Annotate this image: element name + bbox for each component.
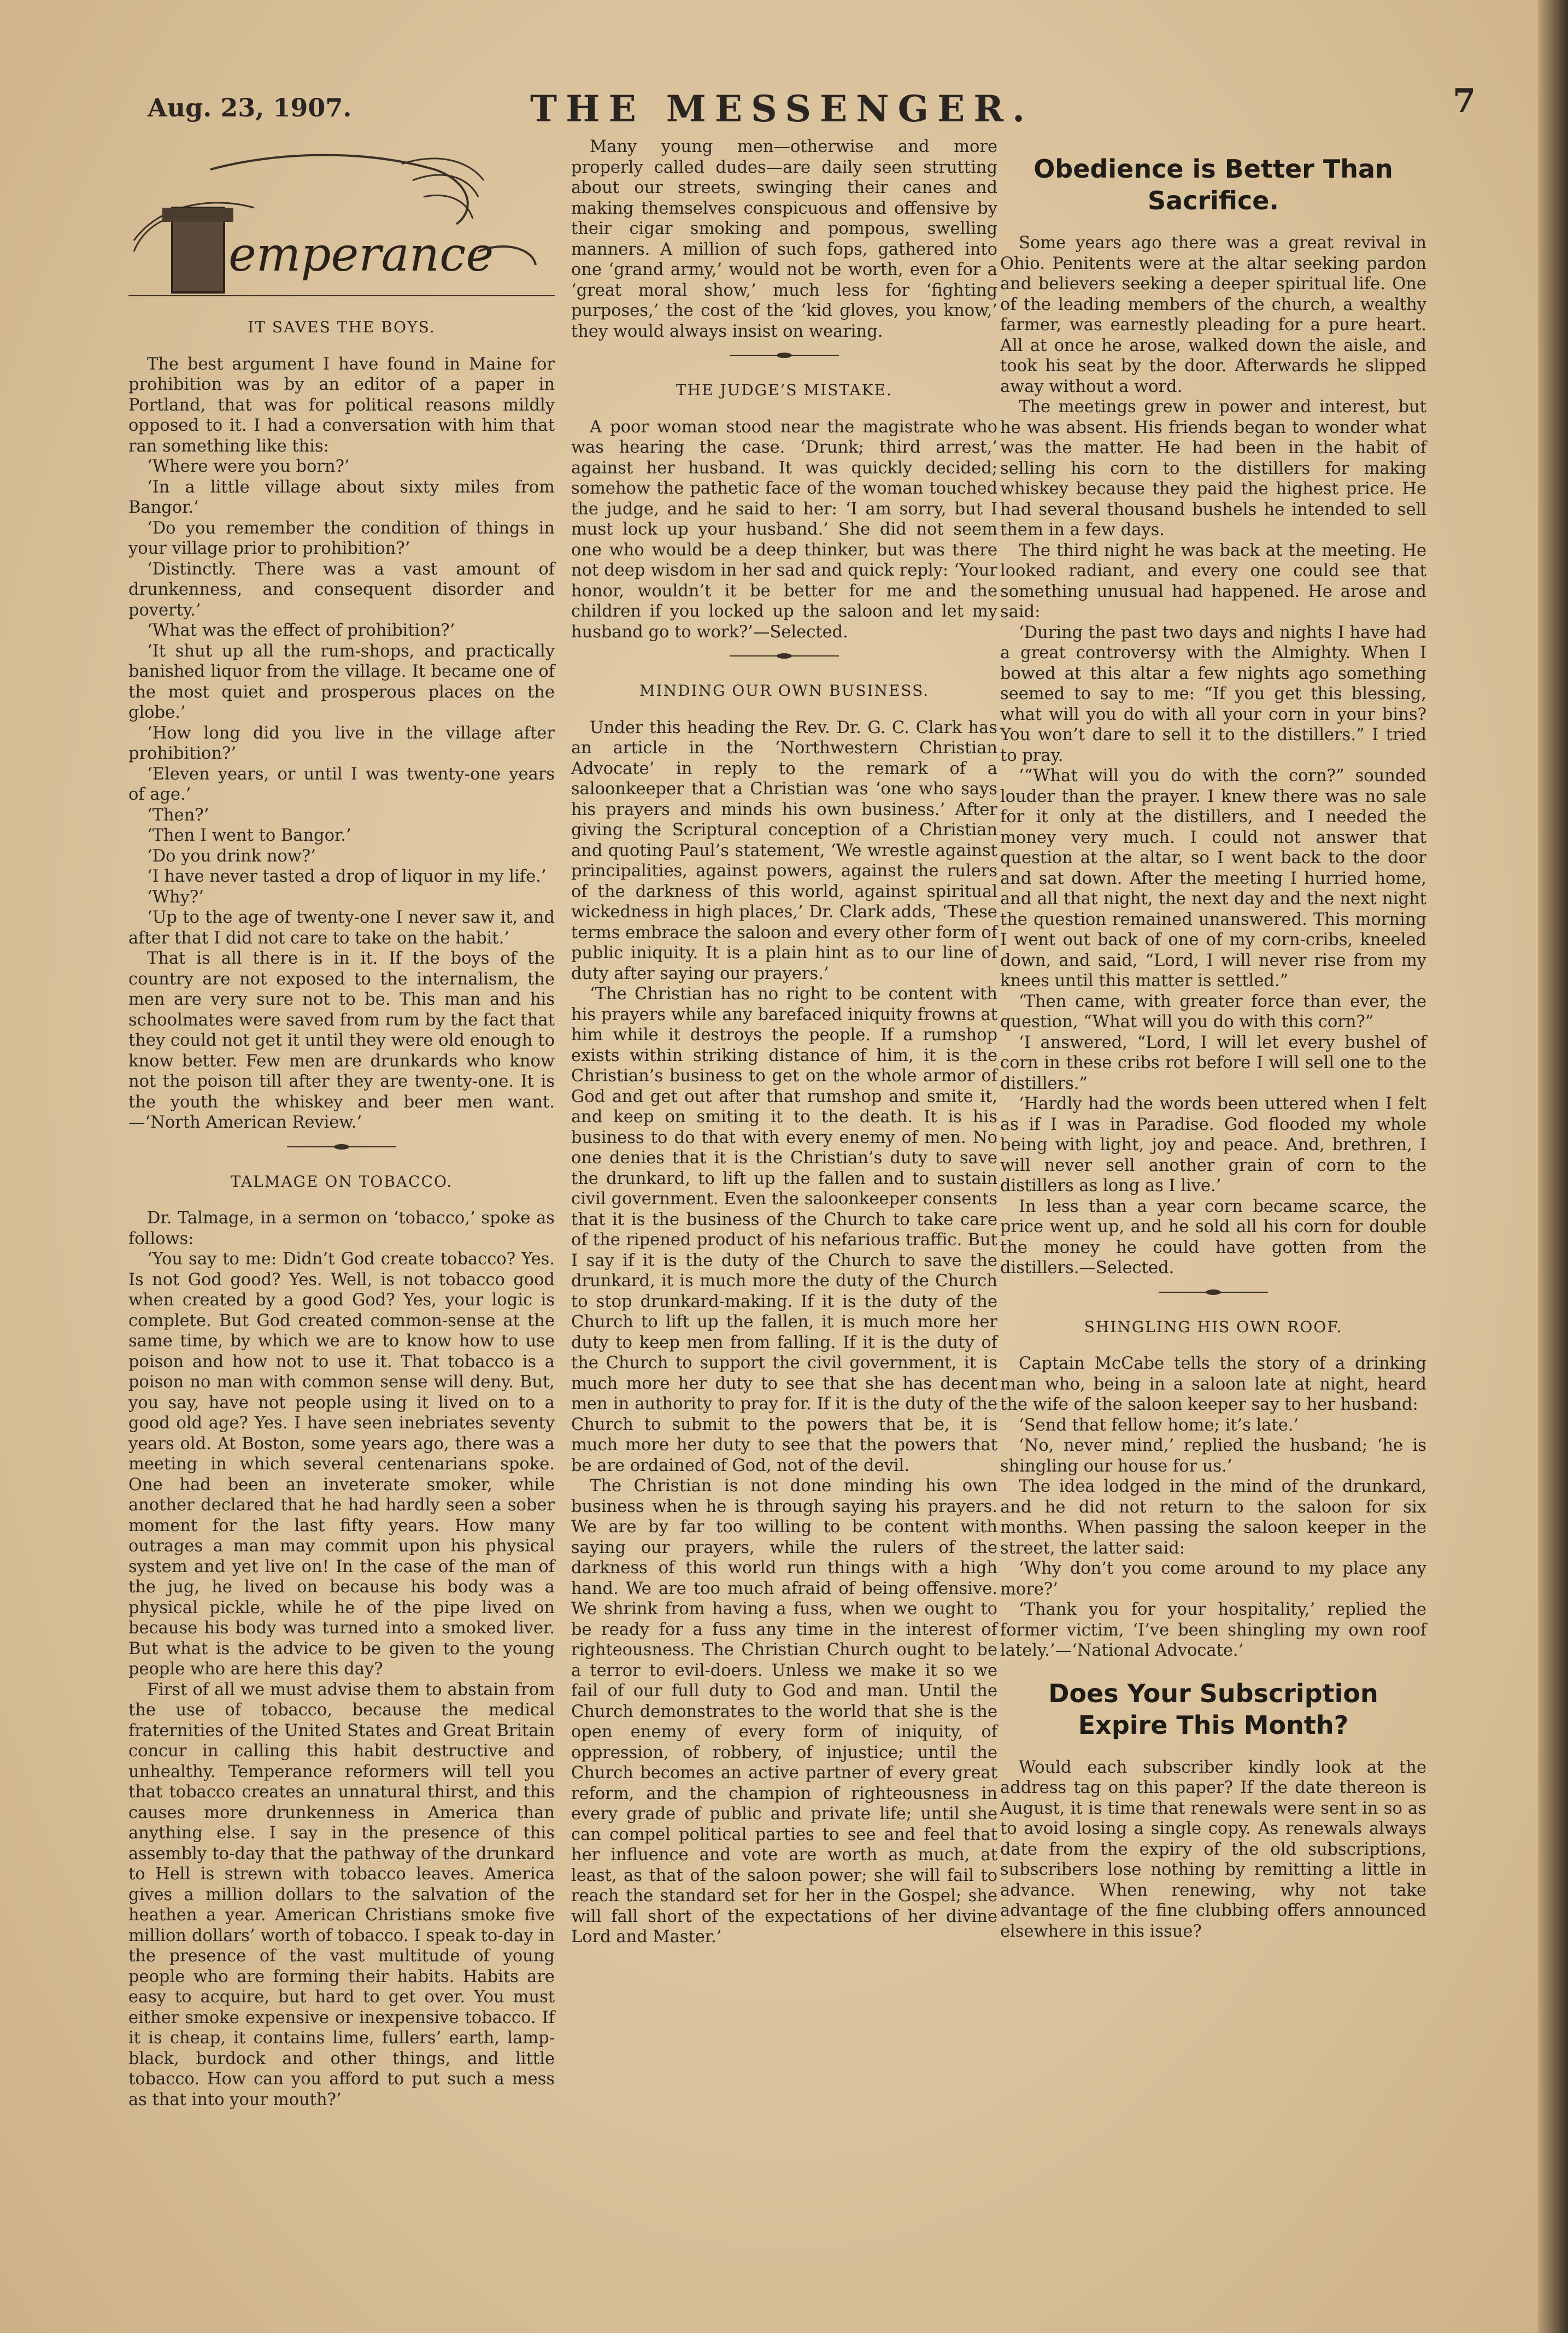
- article-body-talmage-continued: [571, 137, 997, 342]
- paragraph: In less than a year corn became scarce, the price went up, and he sold all his corn for double the money he could have gotten from the distillers.—Selected.: [1000, 1197, 1426, 1277]
- paragraph: ‘Where were you born?’: [147, 457, 350, 476]
- article-body-minding: [571, 718, 997, 1948]
- newspaper-title: THE MESSENGER.: [530, 87, 1034, 130]
- paragraph: ‘No, never mind,’ replied the husband; ‘he is shingling our house for us.’: [1000, 1436, 1426, 1476]
- article-body-judge: [571, 417, 997, 643]
- paragraph: ‘How long did you live in the village after prohibition?’: [128, 723, 555, 763]
- paragraph: Dr. Talmage, in a sermon on ‘tobacco,’ spoke as follows:: [128, 1209, 555, 1248]
- paragraph: ‘Do you remember the condition of things in your village prior to prohibition?’: [128, 518, 555, 558]
- paragraph: ‘Distinctly. There was a vast amount of drunkenness, and consequent disorder and poverty.’: [128, 559, 555, 620]
- issue-date: Aug. 23, 1907.: [148, 93, 352, 122]
- article-heading-obedience: Obedience is Better Than Sacrifice.: [1033, 154, 1393, 215]
- paragraph: That is all there is in it. If the boys of the country are not exposed to the internalism, the men are very sure not to be. This man and his schoolmates were saved from rum by the fact that they could not get it until they were old enough to know better. Few men are drunkards who know not the poison till after they are twenty-one. It is the youth the whiskey and beer men want.—‘North American Review.’: [128, 949, 555, 1132]
- paragraph: ‘The Christian has no right to be content with his prayers while any barefaced iniquity frowns at him while it destroys the people. If a rumshop exists within striking distance of him, it is the Christian’s business to get on the whole armor of God and get out after that rumshop and smite it, and keep on smiting it to the death. It is his business to do that with every enemy of men. No one denies that it is the Christian’s duty to save the drunkard, to lift up the fallen and to sustain civil government. Even the saloonkeeper consents that it is the business of the Church to take care of the ripened product of his nefarious traffic. But I say if it is the duty of the Church to save the drunkard, it is much more the duty of the Church to stop drunkard-making. If it is the duty of the Church to lift up the fallen, it is much more her duty to keep men from falling. If it is the duty of the Church to support the civil government, it is much more her duty to see that she has decent men in authority to pray for. If it is the duty of the Church to submit to the powers that be, it is much more her duty to see that the powers that be are ordained of God, not of the devil.: [571, 984, 997, 1475]
- article-body-shingling: [1000, 1353, 1426, 1661]
- paragraph: The meetings grew in power and interest, but he was absent. His friends began to wonder what was the matter. He had been in the habit of selling his corn to the distillers for making whiskey because they paid the highest price. He had several thousand bushels he intended to sell them in a few days.: [1000, 397, 1426, 540]
- article-body-talmage: [128, 1208, 555, 2110]
- paragraph: ‘Eleven years, or until I was twenty-one years of age.’: [128, 764, 555, 804]
- paragraph: The third night he was back at the meeting. He looked radiant, and every one could see that something unusual had happened. He arose and said:: [1000, 541, 1426, 622]
- article-heading-subscription: Does Your Subscription Expire This Month?: [1048, 1678, 1378, 1740]
- paragraph: ‘Do you drink now?’: [147, 846, 316, 866]
- paragraph: ‘Why?’: [147, 887, 204, 907]
- page-number: 7: [1453, 82, 1476, 120]
- column-2: [571, 137, 997, 1948]
- paragraph: ‘I answered, “Lord, I will let every bushel of corn in these cribs rot before I will sell one to the distillers.”: [1000, 1033, 1426, 1093]
- paragraph: ‘Send that fellow home; it’s late.’: [1019, 1415, 1299, 1435]
- paragraph: ‘What was the effect of prohibition?’: [147, 621, 455, 640]
- column-1: [128, 295, 555, 2110]
- paragraph: ‘You say to me: Didn’t God create tobacco? Yes. Is not God good? Yes. Well, is not tobacco good when created by a good God? Yes, your logic is complete. But God created common-sense at the same time, by which we are to know how to use poison and how not to use it. That tobacco is a poison no man with common sense will deny. But, you say, have not people using it lived on to a good old age? Yes. I have seen inebriates seventy years old. At Boston, some years ago, there was a meeting in which several centenarians spoke. One had been an inveterate smoker, while another declared that he had hardly seen a sober moment for the last fifty years. How many outrages a man may commit upon his physical system and yet live on! In the case of the man of the jug, he lived on because his body was a physical pickle, while he of the pipe lived on because his body was turned into a smoked liver. But what is the advice to be given to the young people who are here this day?: [128, 1250, 555, 1679]
- article-heading-minding: MINDING OUR OWN BUSINESS.: [639, 682, 930, 700]
- article-heading-saves-boys: IT SAVES THE BOYS.: [248, 318, 436, 336]
- ornament-divider: [730, 652, 839, 660]
- paragraph: A poor woman stood near the magistrate who was hearing the case. ‘Drunk; third arrest,’ against her husband. It was quickly decided; somehow the pathetic face of the woman touched the judge, and he said to her: ‘I am sorry, but I must lock up your husband.’ She did not seem one who would be a deep thinker, but was there not deep wisdom in her sad and quick reply: ‘Your honor, wouldn’t it be better for me and the children if you locked up the saloon and let my husband go to work?’—Selected.: [571, 417, 997, 642]
- paragraph: The idea lodged in the mind of the drunkard, and he did not return to the saloon for six months. When passing the saloon keeper in the street, the latter said:: [1000, 1477, 1426, 1558]
- paragraph: ‘Thank you for your hospitality,’ replied the former victim, ‘I’ve been shingling my own roof lately.’—‘National Advocate.’: [1000, 1600, 1426, 1660]
- article-body-subscription: [1000, 1757, 1426, 1942]
- paragraph: ‘I have never tasted a drop of liquor in my life.’: [147, 867, 547, 886]
- paragraph: ‘Then I went to Bangor.’: [147, 826, 351, 845]
- ornament-divider: [1159, 1288, 1268, 1296]
- paragraph: ‘Hardly had the words been uttered when I felt as if I was in Paradise. God flooded my whole being with light, joy and peace. And, brethren, I will never sell another grain of corn to the distillers as long as I live.’: [1000, 1094, 1426, 1195]
- article-heading-shingling: SHINGLING HIS OWN ROOF.: [1084, 1317, 1343, 1336]
- paragraph: ‘Then came, with greater force than ever, the question, “What will you do with this corn?”: [1000, 992, 1426, 1031]
- ornament-divider: [730, 351, 839, 359]
- masthead: [126, 82, 1476, 130]
- article-body-saves-boys: [128, 354, 555, 1133]
- paragraph: ‘It shut up all the rum-shops, and practically banished liquor from the village. It became one of the most quiet and prosperous places on the globe.’: [128, 641, 555, 722]
- paragraph: First of all we must advise them to abstain from the use of tobacco, because the medical fraternities of the United States and Great Britain concur in calling this habit destructive and unhealthy. Temperance reformers will tell you that tobacco creates an unnatural thirst, and this causes more drunkenness in America than anything else. I say in the presence of this assembly to-day that the pathway of the drunkard to Hell is strewn with tobacco leaves. America gives a million dollars to the salvation of the heathen a year. American Christians smoke five million dollars’ worth of tobacco. I speak to-day in the presence of the vast multitude of young people who are forming their habits. Habits are easy to acquire, but hard to get over. You must either smoke expensive or inexpensive tobacco. If it is cheap, it contains lime, fullers’ earth, lamp-black, burdock and other things, and little tobacco. How can you afford to put such a mess as that into your mouth?’: [128, 1680, 555, 2109]
- paragraph: Many young men—otherwise and more properly called dudes—are daily seen strutting about our streets, swinging their canes and making themselves conspicuous and offensive by their cigar smoking and pompous, swelling manners. A million of such fops, gathered into one ‘grand army,’ would not be worth, even for a ‘great moral show,’ much less for ‘fighting purposes,’ the cost of the ‘kid gloves, you know,’ they would always insist on wearing.: [571, 137, 997, 341]
- article-heading-talmage: TALMAGE ON TOBACCO.: [230, 1172, 453, 1191]
- paragraph: Captain McCabe tells the story of a drinking man who, being in a saloon late at night, heard the wife of the saloon keeper say to her husband:: [1000, 1354, 1426, 1414]
- paragraph: Under this heading the Rev. Dr. G. C. Clark has an article in the ‘Northwestern Christian Advocate’ in reply to the remark of a saloonkeeper that a Christian was ‘one who says his prayers and minds his own business.’ After giving the Scriptural conception of a Christian and quoting Paul’s statement, ‘We wrestle against principalities, against powers, against the rulers of the darkness of this world, against spiritual wickedness in high places,’ Dr. Clark adds, ‘These terms embrace the saloon and every other form of public iniquity. It is a plain hint as to our line of duty after saying our prayers.’: [571, 718, 997, 983]
- page-edge: [1538, 0, 1568, 2333]
- paragraph: ‘Then?’: [147, 805, 209, 825]
- temperance-logo: [128, 148, 544, 312]
- paragraph: ‘During the past two days and nights I have had a great controversy with the Almighty. When I bowed at this altar a few nights ago something seemed to say to me: “If you get this blessing, what will you do with all your corn in your bins? You won’t dare to sell it to the distillers.” I tried to pray.: [1000, 623, 1426, 765]
- column-3: [1000, 137, 1426, 1942]
- paragraph: ‘“What will you do with the corn?” sounded louder than the prayer. I knew there was no sale for it only at the distillers, and I needed the money very much. I could not answer that question at the altar, so I went back to the door and sat down. After the meeting I hurried home, and all that night, the next day and the next night the question remained unanswered. This morning I went out back of one of my corn-cribs, kneeled down, and said, “Lord, I will never rise from my knees until this matter is settled.”: [1000, 766, 1426, 990]
- paragraph: ‘Why don’t you come around to my place any more?’: [1000, 1559, 1426, 1599]
- paragraph: ‘In a little village about sixty miles from Bangor.’: [128, 477, 555, 517]
- article-body-obedience: [1000, 233, 1426, 1279]
- paragraph: ‘Up to the age of twenty-one I never saw it, and after that I did not care to take on the habit.’: [128, 908, 555, 948]
- paragraph: Would each subscriber kindly look at the address tag on this paper? If the date thereon is August, it is time that renewals were sent in so as to avoid losing a single copy. As renewals always date from the expiry of the old subscriptions, subscribers lose nothing by remitting a little in advance. When renewing, why not take advantage of the fine clubbing offers announced elsewhere in this issue?: [1000, 1757, 1426, 1941]
- svg-text:emperance: emperance: [228, 227, 494, 282]
- article-heading-judge: THE JUDGE’S MISTAKE.: [676, 381, 893, 399]
- paragraph: The best argument I have found in Maine for prohibition was by an editor of a paper in Portland, that was for political reasons mildly opposed to it. I had a conversation with him that ran something like this:: [128, 354, 555, 456]
- ornament-divider: [287, 1143, 396, 1151]
- paragraph: The Christian is not done minding his own business when he is through saying his prayers. We are by far too willing to be content with saying our prayers, while the rulers of the darkness of this world run things with a high hand. We are too much afraid of being offensive. We shrink from having a fuss, when we ought to be ready for a fuss any time in the interest of righteousness. The Christian Church ought to be a terror to evil-doers. Unless we make it so we fail of our full duty to God and man. Until the Church demonstrates to the world that she is the open enemy of every form of iniquity, of oppression, of robbery, of injustice; until the Church becomes an active partner of every great reform, and the champion of righteousness in every grade of public and private life; until she can compel political parties to see and feel that her influence and vote are worth as much, at least, as that of the saloon power; she will fail to reach the standard set for her in the Gospel; she will fall short of the expectations of her divine Lord and Master.’: [571, 1476, 997, 1947]
- paragraph: Some years ago there was a great revival in Ohio. Penitents were at the altar seeking pardon and believers seeking a deeper spiritual life. One of the leading members of the church, a wealthy farmer, was earnestly pleading for a pure heart. All at once he arose, walked down the aisle, and took his seat by the door. Afterwards he slipped away without a word.: [1000, 233, 1426, 396]
- divider-rule: [128, 295, 555, 296]
